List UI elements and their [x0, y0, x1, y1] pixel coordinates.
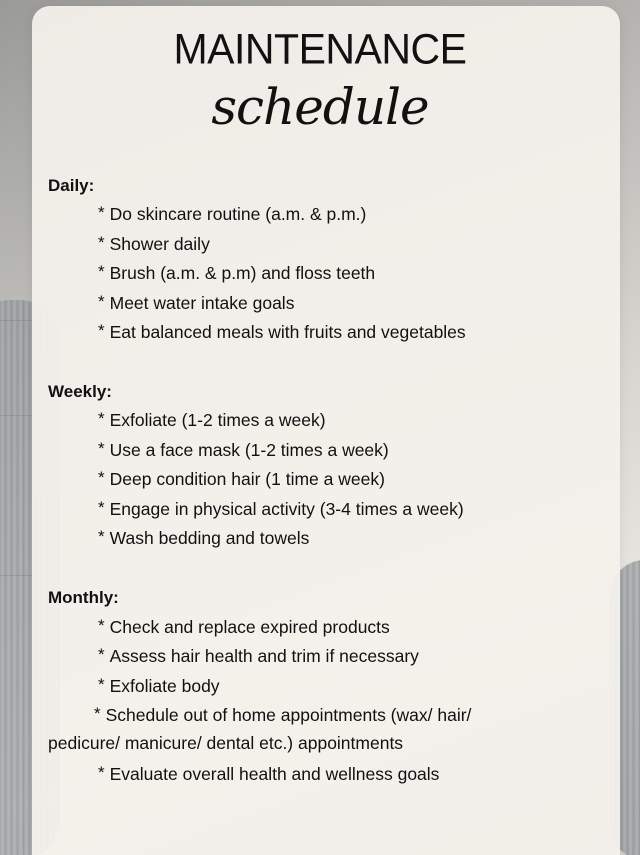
bullet-star: *	[98, 409, 105, 428]
bullet-star: *	[98, 675, 105, 694]
list-item	[98, 617, 390, 637]
bullet-star: *	[98, 763, 105, 782]
list-item	[98, 469, 385, 489]
list-item	[98, 234, 210, 254]
bullet-star: *	[98, 468, 105, 487]
list-item-text: Exfoliate (1-2 times a week)	[109, 410, 326, 430]
bullet-star: *	[98, 498, 105, 517]
bullet-star: *	[94, 704, 101, 723]
bullet-star: *	[98, 439, 105, 458]
list-item	[98, 499, 464, 519]
list-item	[98, 646, 419, 666]
list-item	[98, 440, 389, 460]
list-item	[98, 764, 439, 784]
bullet-star: *	[98, 292, 105, 311]
list-item	[98, 322, 466, 342]
bullet-star: *	[98, 203, 105, 222]
list-item-text: Assess hair health and trim if necessary	[109, 646, 419, 666]
list-item-text: pedicure/ manicure/ dental etc.) appointments	[48, 733, 404, 753]
list-item	[98, 528, 309, 548]
list-item	[98, 410, 326, 430]
bullet-star: *	[98, 616, 105, 635]
list-item	[98, 293, 294, 313]
section-heading-monthly: Monthly:	[48, 588, 119, 607]
bullet-star: *	[98, 233, 105, 252]
list-item-text: Exfoliate body	[109, 676, 220, 696]
page-title: MAINTENANCE	[173, 25, 467, 73]
list-item-text: Wash bedding and towels	[109, 528, 310, 548]
bullet-star: *	[98, 527, 105, 546]
list-item-text: Schedule out of home appointments (wax/ hair/	[105, 705, 472, 725]
section-heading-daily: Daily:	[48, 176, 95, 195]
bullet-star: *	[98, 321, 105, 340]
list-item-text: Eat balanced meals with fruits and vegetables	[109, 322, 466, 342]
list-item-text: Do skincare routine (a.m. & p.m.)	[109, 204, 367, 224]
list-item-text: Brush (a.m. & p.m) and floss teeth	[109, 263, 376, 283]
bullet-star: *	[98, 645, 105, 664]
list-item-text: Check and replace expired products	[109, 617, 390, 637]
list-item-text: Shower daily	[109, 234, 210, 254]
list-item-continuation	[48, 735, 403, 753]
list-item-text: Use a face mask (1-2 times a week)	[109, 440, 389, 460]
list-item-text: Evaluate overall health and wellness goals	[109, 764, 440, 784]
list-item	[98, 676, 220, 696]
list-item-text: Meet water intake goals	[109, 293, 295, 313]
list-item-text: Deep condition hair (1 time a week)	[109, 469, 385, 489]
list-item	[98, 204, 366, 224]
list-item	[94, 705, 471, 725]
section-heading-weekly: Weekly:	[48, 382, 112, 401]
page-subtitle: schedule	[211, 78, 429, 136]
bullet-star: *	[98, 262, 105, 281]
list-item	[98, 263, 375, 283]
list-item-text: Engage in physical activity (3-4 times a week)	[109, 499, 464, 519]
